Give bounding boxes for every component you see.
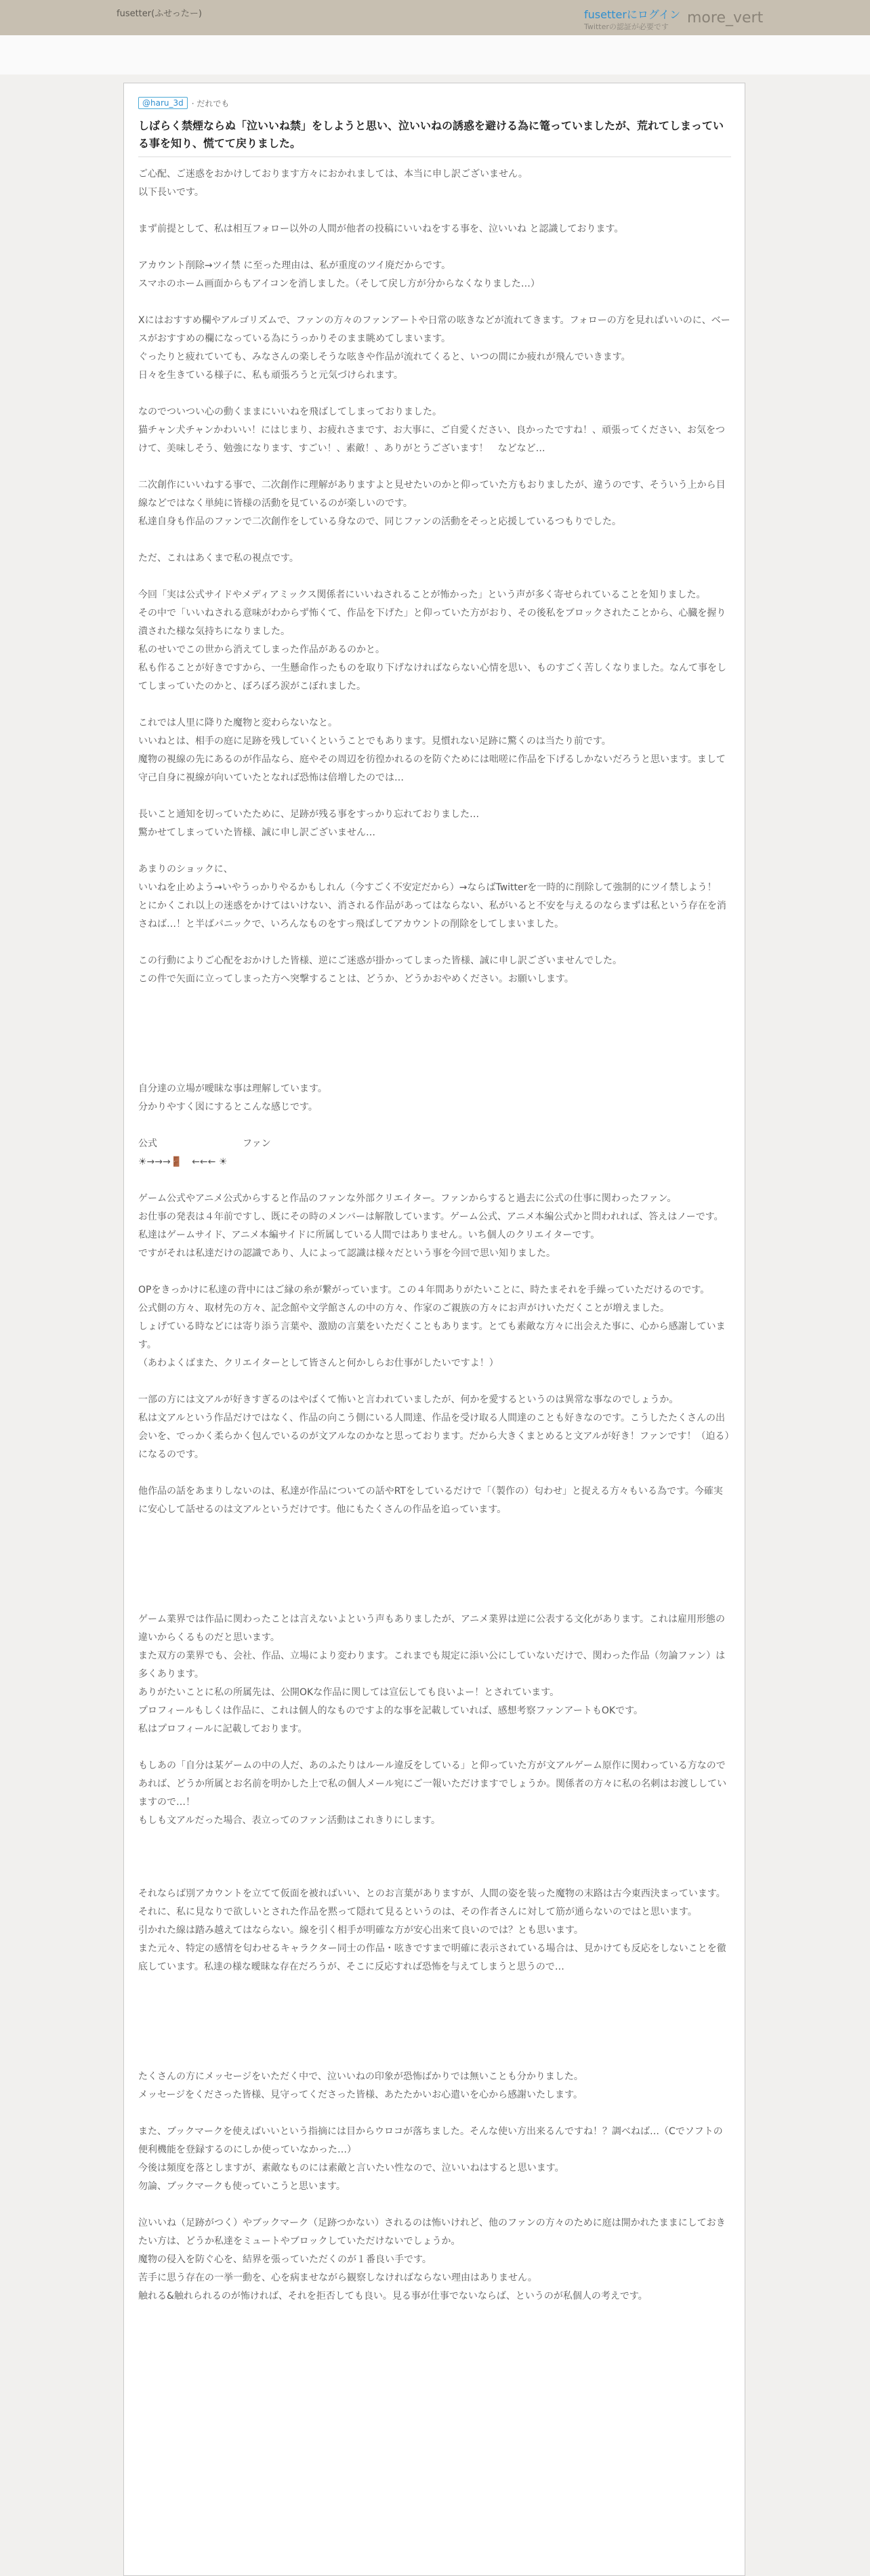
body-paragraph: あまりのショックに、 いいねを止めよう→いやうっかりやるかもしれん（今すごく不安定だから）→ならばTwitterを一時的に削除して強制的にツイ禁しよう！ とにかくこれ以上の迷惑をかけてはいけない、消される作品があってはならない、私がいると不安を与えるのならまずは私という存在を消さねば…！と半ばパニックで、いろんなものをすっ飛ばしてアカウントの削除をしてしまいました。 — [138, 864, 726, 930]
body-section-2 — [138, 1080, 731, 1519]
body-paragraph: ただ、これはあくまで私の視点です。 — [138, 553, 299, 564]
body-paragraph: 二次創作にいいねする事で、二次創作に理解がありますよと見せたいのかと仰っていた方もおりましたが、違うのです、そういう上から目線などではなく単純に皆様の活動を見ているのが楽しいのです。 私達自身も作品のファンで二次創作をしている身なので、同じファンの活動をそっと応援しているつもりでした。 — [138, 480, 726, 527]
body-paragraph: アカウント削除→ツイ禁 に至った理由は、私が重度のツイ廃だからです。 スマホのホーム画面からもアイコンを消しました。（そして戻し方が分からなくなりました…） — [138, 260, 540, 289]
body-paragraph: ご心配、ご迷惑をおかけしております方々におかれましては、本当に申し訳ございません。 以下長いです。 — [138, 169, 528, 198]
body-paragraph: この行動によりご心配をおかけした皆様、逆にご迷惑が掛かってしまった皆様、誠に申し訳ございませんでした。 この件で矢面に立ってしまった方へ突撃することは、どうか、どうかおやめください。お願いします。 — [138, 955, 622, 984]
post-card — [123, 83, 745, 2576]
login-note: Twitterの認証が必要です — [584, 22, 669, 31]
body-section-1 — [138, 165, 731, 989]
body-paragraph: 公式 ファン ☀→→→🚪 ←←← ☀ — [138, 1138, 271, 1167]
body-paragraph: OPをきっかけに私達の背中にはご縁の糸が繋がっています。この４年間ありがたいことに、時たまそれを手繰っていただけるのです。 公式側の方々、取材先の方々、記念館や文学館さんの中の方々、作家のご親族の方々にお声がけいただくことが増えました。 しょげている時などには寄り添う言葉や、激励の言葉をいただくこともあります。とても素敵な方々に出会えた事に、心から感謝しています。 （あわよくばまた、クリエイターとして皆さんと何かしらお仕事がしたいですよ！） — [138, 1285, 726, 1369]
body-paragraph: 他作品の話をあまりしないのは、私達が作品についての話やRTをしているだけで「（製作の）匂わせ」と捉える方々もいる為です。今確実に安心して話せるのは文アルというだけです。他にもたくさんの作品を追っています。 — [138, 1486, 723, 1515]
body-section-4 — [138, 1885, 731, 1976]
body-paragraph: なのでついつい心の動くままにいいねを飛ばしてしまっておりました。 猫チャン犬チャンかわいい！にはじまり、お疲れさまです、お大事に、ご自愛ください、良かったですね！、頑張ってください、お気をつけて、美味しそう、勉強になります、すごい！、素敵！、ありがとうございます！ などなど… — [138, 407, 726, 454]
top-bar — [0, 0, 870, 35]
site-name[interactable]: fusetter(ふせったー) — [117, 9, 203, 19]
spacer — [138, 1537, 731, 1611]
more-vert-icon[interactable]: more_vert — [687, 9, 764, 26]
login-link[interactable]: fusetterにログイン — [584, 8, 681, 21]
spacer — [138, 1848, 731, 1885]
body-paragraph: たくさんの方にメッセージをいただく中で、泣いいねの印象が恐怖ばかりでは無いことも分かりました。 メッセージをくださった皆様、見守ってくださった皆様、あたたかいお心遣いを心から感謝いたします。 — [138, 2071, 583, 2100]
post-body — [138, 165, 731, 2306]
body-paragraph: 一部の方には文アルが好きすぎるのはやばくて怖いと言われていましたが、何かを愛するというのは異常な事なのでしょうか。 私は文アルという作品だけではなく、作品の向こう側にいる人間達、作品を受け取る人間達のことも好きなのです。こうしたたくさんの出会いを、でっかく柔らかく包んでいるのが文アルなのかなと思っております。だから大きくまとめると文アルが好き！ファンです！（迫る）になるのです。 — [138, 1394, 730, 1460]
spacer — [138, 1007, 731, 1080]
post-title: しばらく禁煙ならぬ「泣いいね禁」をしようと思い、泣いいねの誘惑を避ける為に篭っていましたが、荒れてしまっている事を知り、慌てて戻りました。 — [138, 119, 724, 150]
body-paragraph: Xにはおすすめ欄やアルゴリズムで、ファンの方々のファンアートや日常の呟きなどが流れてきます。フォローの方を見ればいいのに、ベースがおすすめの欄になっている為にうっかりそのまま眺めてしまいます。 ぐったりと疲れていても、みなさんの楽しそうな呟きや作品が流れてくると、いつの間にか疲れが飛んでいきます。 日々を生きている様子に、私も頑張ろうと元気づけられます。 — [138, 315, 730, 381]
spacer — [138, 1995, 731, 2068]
body-paragraph: まず前提として、私は相互フォロー以外の人間が他者の投稿にいいねをする事を、泣いいね と認識しております。 — [138, 224, 624, 234]
body-paragraph: 泣いいね（足跡がつく）やブックマーク（足跡つかない）されるのは怖いけれど、他のファンの方々のために庭は開かれたままにしておきたい方は、どうか私達をミュートやブロックしていただけないでしょうか。 魔物の侵入を防ぐ心を、結界を張っていただくのが１番良い手です。 苦手に思う存在の一挙一動を、心を病ませながら観察しなければならない理由はありません。 触れる&触れられるのが怖ければ、それを拒否しても良い。見る事が仕事でないならば、というのが私個人の考えです。 — [138, 2218, 726, 2302]
body-paragraph: 自分達の立場が曖昧な事は理解しています。 分かりやすく図にするとこんな感じです。 — [138, 1083, 327, 1113]
post-meta — [138, 96, 731, 110]
body-paragraph: 長いこと通知を切っていたために、足跡が残る事をすっかり忘れておりました… 驚かせてしまっていた皆様、誠に申し訳ございません… — [138, 809, 480, 838]
body-paragraph: また、ブックマークを使えばいいという指摘には目からウロコが落ちました。そんな使い方出来るんですね！？調べねば…（Cでソフトの便利機能を登録するのにしか使っていなかった…） 今後は頻度を落としますが、素敵なものには素敵と言いたい性なので、泣いいねはすると思います。 勿論、ブックマークも使っていこうと思います。 — [138, 2126, 723, 2192]
body-paragraph: 今回「実は公式サイドやメディアミックス関係者にいいねされることが怖かった」という声が多く寄せられていることを知りました。 その中で「いいねされる意味がわからず怖くて、作品を下げた」と仰っていた方がおり、その後私をブロックされたことから、心臓を握り潰された様な気持ちになりました。 私のせいでこの世から消えてしまった作品があるのかと。 私も作ることが好きですから、一生懸命作ったものを取り下げなければならない心情を思い、ものすごく苦しくなりました。なんて事をしてしまっていたのかと、ぼろぼろ涙がこぼれました。 — [138, 589, 726, 692]
body-section-5 — [138, 2068, 731, 2306]
body-section-3 — [138, 1611, 731, 1830]
author-badge[interactable]: @haru_3d — [138, 97, 188, 109]
body-paragraph: ゲーム業界では作品に関わったことは言えないよという声もありましたが、アニメ業界は逆に公表する文化があります。これは雇用形態の違いからくるものだと思います。 また双方の業界でも、会社、作品、立場により変わります。これまでも規定に添い公にしていないだけで、関わった作品（勿論ファン）は多くあります。 ありがたいことに私の所属先は、公開OKな作品に関しては宣伝しても良いよー！とされています。 プロフィールもしくは作品に、これは個人的なものですよ的な事を記載していれば、感想考察ファンアートもOKです。 私はプロフィールに記載しております。 — [138, 1614, 726, 1734]
body-paragraph: ゲーム公式やアニメ公式からすると作品のファンな外部クリエイター。ファンからすると過去に公式の仕事に関わったファン。 お仕事の発表は４年前ですし、既にその時のメンバーは解散しています。ゲーム公式、アニメ本編公式かと問われれば、答えはノーです。 私達はゲームサイド、アニメ本編サイドに所属している人間ではありません。いち個人のクリエイターです。 ですがそれは私達だけの認識であり、人によって認識は様々だという事を今回で思い知りました。 — [138, 1193, 724, 1259]
body-paragraph: これでは人里に降りた魔物と変わらないなと。 いいねとは、相手の庭に足跡を残していくということでもあります。見慣れない足跡に驚くのは当たり前です。 魔物の視線の先にあるのが作品なら、庭やその周辺を彷徨かれるのを防ぐためには咄嗟に作品を下げるしかないだろうと思います。まして守己自身に視線が向いていたとなれば恐怖は倍増したのでは… — [138, 718, 726, 783]
body-paragraph: それならば別アカウントを立てて仮面を被ればいい、とのお言葉がありますが、人間の姿を装った魔物の末路は古今東西決まっています。 それに、私に見なりで欲しいとされた作品を黙って隠れて見るというのは、その作者さんに対して筋が通らないのではと思います。 引かれた線は踏み越えてはならない。線を引く相手が明確な方が安心出来て良いのでは？とも思います。 また元々、特定の感情を匂わせるキャラクター同士の作品・呟きですまで明確に表示されている場合は、見かけても反応をしないことを徹底しています。私達の様な曖昧な存在だろうが、そこに反応すれば恐怖を与えてしまうと思うので… — [138, 1888, 726, 1972]
body-paragraph: もしあの「自分は某ゲームの中の人だ、あのふたりはルール違反をしている」と仰っていた方が文アルゲーム原作に関わっている方なのであれば、どうか所属とお名前を明かした上で私の個人メール宛にご一報いただけますでしょうか。関係者の方々に私の名刺はお渡ししていますので…！ もしも文アルだった場合、表立ってのファン活動はこれきりにします。 — [138, 1760, 727, 1826]
header-band — [0, 35, 870, 75]
audience-label: · だれでも — [191, 98, 230, 108]
